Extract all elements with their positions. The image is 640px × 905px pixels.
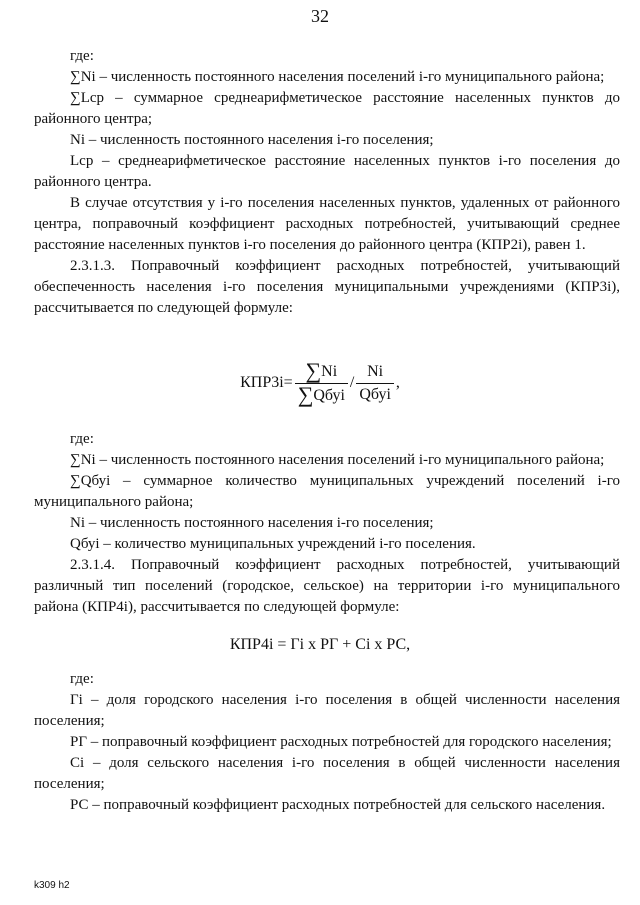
where-label: где: [70, 431, 94, 447]
definition-line: ∑Ni – численность постоянного населения поселений i-го муниципального района; [70, 69, 605, 85]
sum-symbol: ∑ [305, 358, 322, 383]
section-1 [34, 46, 620, 319]
where-label: где: [70, 48, 94, 64]
definition-line: Ni – численность постоянного населения i-го поселения; [70, 515, 434, 531]
formula-lhs: КПР3i= [240, 374, 293, 392]
section-2 [34, 429, 620, 618]
sum-symbol: ∑ [297, 382, 314, 407]
footer-code: k309 h2 [34, 880, 70, 891]
where-label: где: [70, 671, 94, 687]
fraction-sum [295, 360, 348, 407]
fraction-denominator: Qбуi [359, 386, 391, 403]
formula-kpr4: КПР4i = Гi х РГ + Ci х РС, [229, 636, 411, 653]
definition-line: РГ – поправочный коэффициент расходных потребностей для городского населения; [70, 734, 612, 750]
definition-line: Ci – доля сельского населения i-го поселения в общей численности населения поселения; [34, 755, 620, 792]
definition-line: Lср – среднеарифметическое расстояние населенных пунктов i-го поселения до районного центра. [34, 153, 620, 190]
fraction-denominator: Qбуi [313, 387, 345, 404]
definition-line: Qбуi – количество муниципальных учреждений i-го поселения. [70, 536, 476, 552]
definition-line: Гi – доля городского населения i-го поселения в общей численности населения поселения; [34, 692, 620, 729]
formula-tail: , [395, 374, 400, 392]
paragraph: В случае отсутствия у i-го поселения населенных пунктов, удаленных от районного центра, поправочный коэффициент расходных потребностей, учитывающий среднее расстояние населенных пунктов i-го поселения до районного центра (КПР2i), равен 1. [34, 195, 620, 253]
fraction-numerator: Ni [356, 361, 394, 384]
section-3 [34, 669, 620, 816]
definition-line: ∑Lср – суммарное среднеарифметическое расстояние населенных пунктов до районного центра; [34, 90, 620, 127]
paragraph: 2.3.1.4. Поправочный коэффициент расходных потребностей, учитывающий различный тип поселений (городское, сельское) на территории i-го муниципального района (КПР4i), рассчитывается по следующей формуле: [34, 557, 620, 615]
definition-line: РС – поправочный коэффициент расходных потребностей для сельского населения. [70, 797, 606, 813]
definition-line: Ni – численность постоянного населения i-го поселения; [70, 132, 434, 148]
page-number: 32 [311, 6, 329, 26]
fraction-numerator: Ni [321, 363, 338, 380]
formula-kpr3 [0, 360, 640, 407]
definition-line: ∑Ni – численность постоянного населения поселений i-го муниципального района; [70, 452, 605, 468]
paragraph: 2.3.1.3. Поправочный коэффициент расходных потребностей, учитывающий обеспеченность населения i-го поселения муниципальными учреждениями (КПР3i), рассчитывается по следующей формуле: [34, 258, 620, 316]
definition-line: ∑Qбуi – суммарное количество муниципальных учреждений поселений i-го муниципального района; [34, 473, 620, 510]
divide-sign: / [349, 374, 355, 392]
fraction-local [356, 361, 394, 406]
